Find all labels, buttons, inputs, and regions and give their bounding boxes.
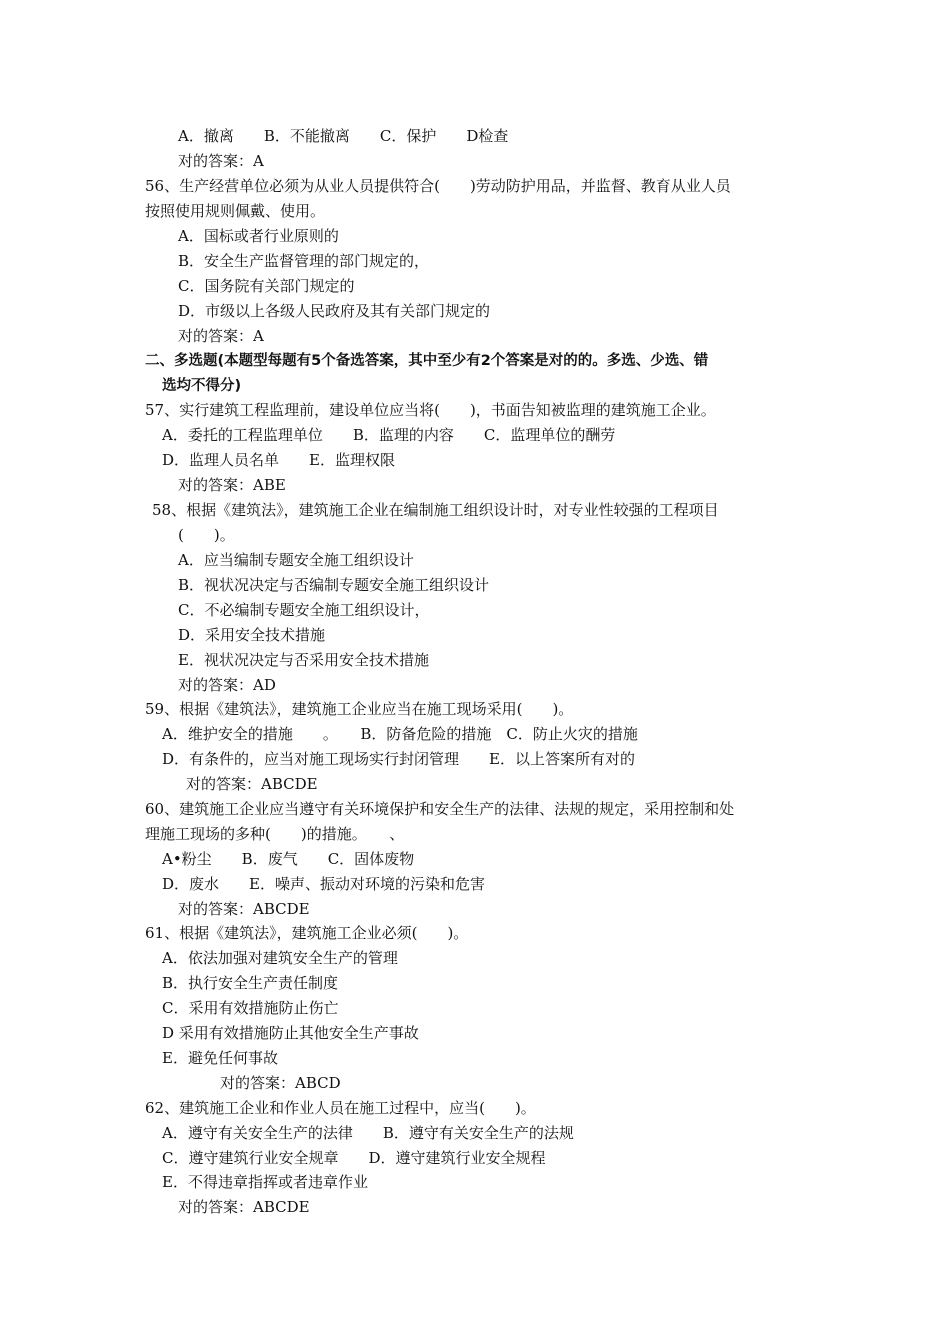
q60-options-row1: A•粉尘 B．废气 C．固体废物	[162, 850, 415, 868]
q60-stem-line2: 理施工现场的多种( )的措施。 、	[145, 825, 405, 843]
q58-stem-line2: ( )。	[178, 526, 235, 544]
q56-stem-line1: 56、生产经营单位必须为从业人员提供符合( )劳动防护用品，并监督、教育从业人员	[145, 177, 731, 195]
q58-option-e: E．视状况决定与否采用安全技术措施	[178, 651, 429, 669]
q61-answer: 对的答案：ABCD	[220, 1074, 341, 1092]
q58-option-c: C．不必编制专题安全施工组织设计，	[178, 601, 430, 619]
q55-answer: 对的答案：A	[178, 152, 264, 170]
q56-option-a: A．国标或者行业原则的	[178, 227, 339, 245]
q58-option-b: B．视状况决定与否编制专题安全施工组织设计	[178, 576, 490, 594]
q62-options-row2: C．遵守建筑行业安全规章 D．遵守建筑行业安全规程	[162, 1149, 546, 1167]
q59-options-row1: A．维护安全的措施 。 B．防备危险的措施 C．防止火灾的措施	[162, 725, 638, 743]
q58-option-a: A．应当编制专题安全施工组织设计	[178, 551, 414, 569]
q62-stem: 62、建筑施工企业和作业人员在施工过程中，应当( )。	[145, 1099, 536, 1117]
q59-options-row2: D．有条件的，应当对施工现场实行封闭管理 E．以上答案所有对的	[162, 750, 635, 768]
q57-answer: 对的答案：ABE	[178, 476, 286, 494]
q57-options-row1: A．委托的工程监理单位 B．监理的内容 C．监理单位的酬劳	[162, 426, 616, 444]
q62-options-row1: A．遵守有关安全生产的法律 B．遵守有关安全生产的法规	[162, 1124, 574, 1142]
q58-option-d: D．采用安全技术措施	[178, 626, 326, 644]
q59-answer: 对的答案：ABCDE	[186, 775, 318, 793]
q56-stem-line2: 按照使用规则佩戴、使用。	[145, 202, 326, 220]
section-2-heading-line2: 选均不得分)	[162, 378, 242, 394]
q61-option-d: D 采用有效措施防止其他安全生产事故	[162, 1024, 419, 1042]
q59-stem: 59、根据《建筑法》，建筑施工企业应当在施工现场采用( )。	[145, 700, 574, 718]
q60-stem-line1: 60、建筑施工企业应当遵守有关环境保护和安全生产的法律、法规的规定，采用控制和处	[145, 800, 735, 818]
q60-options-row2: D．废水 E．噪声、振动对环境的污染和危害	[162, 875, 485, 893]
q61-option-e: E．避免任何事故	[162, 1049, 278, 1067]
q62-answer: 对的答案：ABCDE	[178, 1198, 310, 1216]
q61-option-c: C．采用有效措施防止伤亡	[162, 999, 339, 1017]
q62-options-row3: E．不得违章指挥或者违章作业	[162, 1173, 368, 1191]
q57-stem: 57、实行建筑工程监理前，建设单位应当将( )，书面告知被监理的建筑施工企业。	[145, 401, 716, 419]
q61-option-a: A．依法加强对建筑安全生产的管理	[162, 949, 398, 967]
q56-option-c: C．国务院有关部门规定的	[178, 277, 355, 295]
q56-option-b: B．安全生产监督管理的部门规定的，	[178, 252, 430, 270]
q55-options: A．撤离 B．不能撤离 C．保护 D检查	[178, 127, 509, 145]
q58-answer: 对的答案：AD	[178, 676, 276, 694]
q56-option-d: D．市级以上各级人民政府及其有关部门规定的	[178, 302, 491, 320]
q60-answer: 对的答案：ABCDE	[178, 900, 310, 918]
q61-stem: 61、根据《建筑法》，建筑施工企业必须( )。	[145, 924, 469, 942]
q61-option-b: B．执行安全生产责任制度	[162, 974, 339, 992]
section-2-heading-line1: 二、多选题(本题型每题有5个备选答案，其中至少有2个答案是对的的。多选、少选、错	[145, 353, 709, 369]
q57-options-row2: D．监理人员名单 E．监理权限	[162, 451, 395, 469]
q58-stem-line1: 58、根据《建筑法》，建筑施工企业在编制施工组织设计时，对专业性较强的工程项目	[152, 501, 719, 519]
q56-answer: 对的答案：A	[178, 327, 264, 345]
